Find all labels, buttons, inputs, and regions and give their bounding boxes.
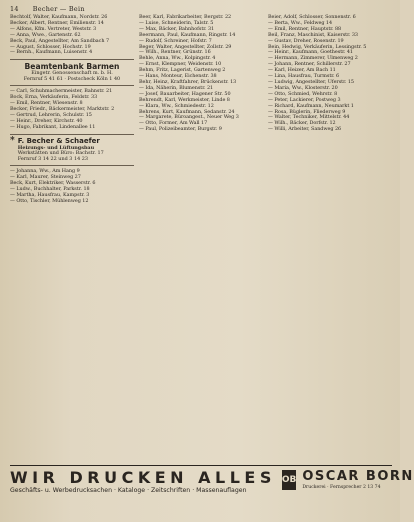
directory-entry: — Berta, Ww., Feldweg 14 bbox=[268, 19, 333, 26]
ad-becher-line: Werkstätten und Büro: Bachstr. 17 bbox=[17, 150, 104, 157]
directory-entry: — Ludw., Buchhalter, Parkstr. 18 bbox=[10, 185, 90, 192]
directory-entry: — Otto, Schmied, Wehrstr. 8 bbox=[268, 90, 338, 97]
directory-entry: — August, Schlosser, Hochstr. 19 bbox=[10, 43, 91, 50]
bottom-advertisement bbox=[10, 465, 414, 517]
ad-becher-body bbox=[18, 137, 104, 164]
directory-entry: — Emil, Rentner, Hauptstr. 88 bbox=[268, 25, 342, 32]
directory-entry: — Maria, Ww., Klosterstr. 20 bbox=[268, 84, 338, 91]
directory-entry: — Karl, Heizer, Am Bach 11 bbox=[268, 67, 336, 74]
directory-entry: Beger, Walter, Angestellter, Zollstr. 29 bbox=[139, 43, 232, 50]
directory-entry: — Hugo, Fabrikant, Lindenallee 11 bbox=[10, 123, 96, 130]
page-number: 14 bbox=[10, 5, 19, 13]
ad-becher-row bbox=[10, 137, 134, 164]
directory-entry: — Margarete, Büroangest., Neuer Weg 3 bbox=[139, 114, 239, 121]
column-1 bbox=[10, 15, 134, 464]
directory-entry: — Emil, Rentner, Wiesenstr. 8 bbox=[10, 99, 83, 106]
directory-entry: — Wilh., Rentner, Grünstr. 16 bbox=[139, 49, 211, 56]
directory-entry: Beck, Paul, Angestellter, Am Sandbach 7 bbox=[10, 37, 110, 44]
ad-company-name: OSCAR BORN bbox=[302, 469, 414, 484]
directory-entry: — Heinr., Dreher, Kirchstr. 40 bbox=[10, 117, 83, 124]
directory-entry: — Rosa, Büglerin, Fliederweg 9 bbox=[268, 108, 346, 115]
directory-entry: — Hermann, Zimmerer, Ulmenweg 2 bbox=[268, 55, 358, 62]
column-2 bbox=[139, 15, 263, 464]
directory-entry: Behr, Heinz, Kraftfahrer, Brückenstr. 13 bbox=[139, 78, 237, 85]
directory-entry: — Gustav, Dreher, Rosenstr. 19 bbox=[268, 37, 344, 44]
directory-entry: — Gertrud, Lehrerin, Schulstr. 15 bbox=[10, 111, 92, 118]
directory-entry: — Hans, Monteur, Eichenstr. 38 bbox=[139, 73, 217, 80]
ad-becher-line: Heizungs- und Lüftungsbau bbox=[17, 144, 95, 151]
directory-entry: — Bernh., Kaufmann, Luisenstr. 4 bbox=[10, 49, 93, 56]
directory-entry: — Luise, Schneiderin, Talstr. 5 bbox=[139, 19, 214, 26]
ad-slogan: WIR DRUCKEN ALLES bbox=[10, 468, 276, 487]
directory-entry: Bechtolf, Walter, Kaufmann, Nordstr. 26 bbox=[10, 14, 108, 20]
directory-entry: — Otto, Former, Am Wall 17 bbox=[139, 120, 208, 127]
directory-entry: — Max, Bäcker, Bahnhofstr. 31 bbox=[139, 25, 215, 32]
directory-entry: Beier, Adolf, Schlosser, Sonnenstr. 6 bbox=[268, 14, 356, 20]
directory-entry: — Karl, Maurer, Steinweg 27 bbox=[10, 174, 81, 181]
directory-entry: — Ludwig, Angestellter, Uferstr. 15 bbox=[268, 78, 354, 85]
directory-entry: — Richard, Kaufmann, Neumarkt 1 bbox=[268, 102, 354, 109]
directory-entry: — Ida, Näherin, Blumenstr. 21 bbox=[139, 84, 214, 91]
ad-tagline: Geschäfts- u. Werbedrucksachen · Kataloge · Zeitschriften · Massenauflagen bbox=[10, 487, 247, 494]
printer-logo-icon: OB bbox=[282, 470, 297, 490]
ad-beamtenbank bbox=[10, 59, 134, 86]
ad-beamtenbank-line: Eingetr. Genossenschaft m. b. H. bbox=[31, 70, 113, 77]
directory-entry: Beer, Karl, Fabrikarbeiter, Bergstr. 22 bbox=[139, 14, 232, 20]
directory-entry: — Willi, Arbeiter, Sandweg 26 bbox=[268, 126, 342, 133]
directory-entry: — Peter, Lackierer, Postweg 3 bbox=[268, 96, 341, 103]
ad-becher-title: F. Becher & Schaefer bbox=[17, 136, 100, 145]
directory-entry: — Martha, Hausfrau, Kampstr. 3 bbox=[10, 191, 90, 198]
ad-beamtenbank-title: Beamtenbank Barmen bbox=[24, 62, 120, 72]
directory-entry: Behrendt, Karl, Werkmeister, Linde 8 bbox=[139, 96, 230, 103]
directory-entry: Bein, Hedwig, Verkäuferin, Lessingstr. 5 bbox=[268, 43, 367, 50]
ad-contact: Druckerei · Fernsprecher 2 13 74 bbox=[302, 485, 381, 490]
ad-beamtenbank-line: Fernruf 5 41 61 · Postscheck Köln 1 40 bbox=[23, 76, 121, 83]
directory-entry: — Johanna, Ww., Am Hang 9 bbox=[10, 168, 80, 175]
directory-entry: — Alfons, Kfm. Vertreter, Weststr. 3 bbox=[10, 25, 97, 32]
directory-columns bbox=[10, 15, 392, 464]
ad-becher-line: Fernruf 3 14 22 und 3 14 23 bbox=[17, 156, 88, 163]
directory-entry: — Ernst, Klempner, Weidenstr. 10 bbox=[139, 61, 222, 68]
directory-entry: — Heinr., Kaufmann, Goethestr. 41 bbox=[268, 49, 353, 56]
directory-entry: Becker, Friedr., Bäckermeister, Marktstr. 2 bbox=[10, 105, 115, 112]
column-3 bbox=[268, 15, 392, 464]
directory-entry: Bock, Erna, Verkäuferin, Feldstr. 33 bbox=[10, 94, 98, 101]
directory-entry: — Carl, Schuhmachermeister, Bahnstr. 21 bbox=[10, 88, 113, 95]
directory-entry: Beermann, Paul, Kaufmann, Ringstr. 14 bbox=[139, 31, 236, 38]
directory-entry: — Paul, Polizeibeamter, Burgstr. 9 bbox=[139, 126, 222, 133]
directory-entry: — Josef, Bauarbeiter, Hagener Str. 50 bbox=[139, 90, 231, 97]
directory-entry: — Klara, Ww., Schmiedestr. 12 bbox=[139, 102, 214, 109]
directory-entry: Beil, Franz, Maschinist, Kaiserstr. 33 bbox=[268, 31, 358, 38]
directory-entry: Behm, Fritz, Lagerist, Gartenweg 2 bbox=[139, 67, 226, 74]
directory-entry: — Wilh., Bäcker, Dorfstr. 12 bbox=[268, 120, 336, 127]
directory-entry: — Rudolf, Schreiner, Hofstr. 7 bbox=[139, 37, 212, 44]
directory-entry: — Walter, Techniker, Mittelstr. 44 bbox=[268, 114, 350, 121]
directory-entry: Beck, Kurt, Elektriker, Wasserstr. 6 bbox=[10, 180, 96, 187]
directory-entry: — Johann, Rentner, Schillerstr. 27 bbox=[268, 61, 351, 68]
directory-entry: — Anna, Wwe., Gartenstr. 62 bbox=[10, 31, 81, 38]
directory-entry: Behrens, Kurt, Kaufmann, Sedanstr. 24 bbox=[139, 108, 235, 115]
ad-becher-schaefer bbox=[10, 134, 134, 167]
directory-entry: Becker, Albert, Rentner, Emilienstr. 14 bbox=[10, 19, 104, 26]
star-icon: * bbox=[10, 135, 15, 146]
running-title: Becher — Bein bbox=[32, 5, 85, 13]
directory-entry: — Lina, Hausfrau, Turmstr. 6 bbox=[268, 73, 340, 80]
bottom-ad-left bbox=[10, 468, 276, 495]
directory-entry: — Otto, Tischler, Mühlenweg 12 bbox=[10, 197, 89, 204]
bottom-ad-right bbox=[302, 468, 413, 491]
directory-entry: Behle, Anna, Ww., Kolpingstr. 4 bbox=[139, 55, 216, 62]
